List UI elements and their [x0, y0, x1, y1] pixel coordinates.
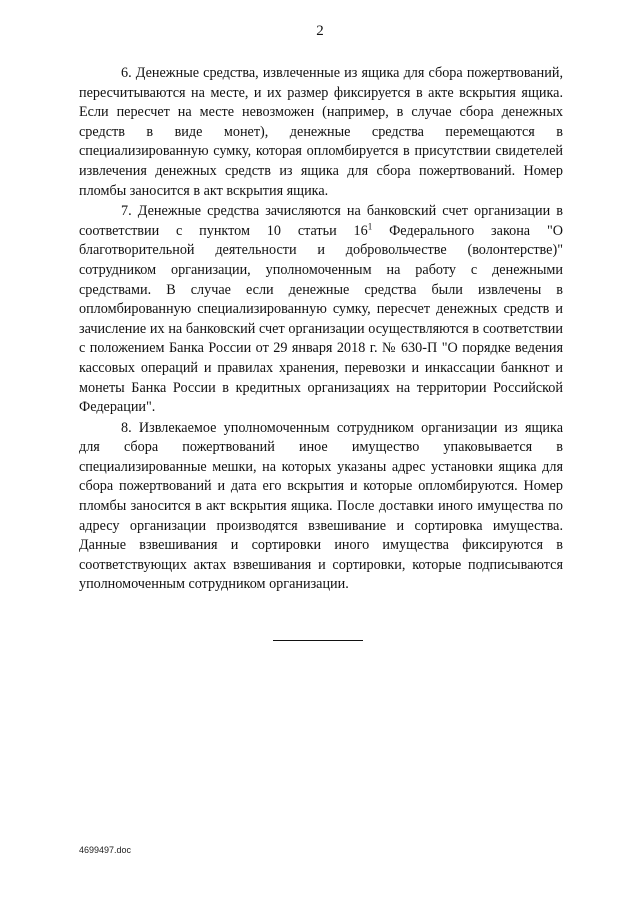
- document-file-code: 4699497.doc: [79, 845, 132, 855]
- end-of-document-line: [273, 640, 363, 641]
- document-body: [79, 64, 563, 595]
- paragraph-7: [79, 202, 563, 418]
- paragraph-7-text-end: Федерального закона "О благотворительной деятельности и добровольчестве (волонтерстве)" сотрудником организации, уполномоченным на работу с денежными средствами. В случае если денежные средства были извлечены в опломбированную специализированную сумку, пересчет денежных средств и зачисление их на банковский счет организации осуществляются в соответствии с положением Банка России от 29 января 2018 г. № 630-П "О порядке ведения кассовых операций и правилах хранения, перевозки и инкассации банкнот и монеты Банка России в кредитных организациях на территории Российской Федерации".: [79, 222, 563, 416]
- article-superscript: 1: [367, 221, 373, 232]
- paragraph-8: 8. Извлекаемое уполномоченным сотрудником организации из ящика для сбора пожертвований иное имущество упаковывается в специализированные мешки, на которых указаны адрес установки ящика для сбора пожертвований и дата его вскрытия и которые опломбируются. Номер пломбы заносится в акт вскрытия ящика. После доставки иного имущества по адресу организации производятся взвешивание и сортировка имущества. Данные взвешивания и сортировки иного имущества фиксируются в соответствующих актах взвешивания и сортировки, которые подписываются уполномоченным сотрудником организации.: [79, 419, 563, 593]
- page-number: 2: [316, 23, 324, 39]
- paragraph-7-text-start: 7. Денежные средства зачисляются на банковский счет организации в соответствии с пунктом 10 статьи 16: [79, 203, 563, 239]
- paragraph-6: 6. Денежные средства, извлеченные из ящика для сбора пожертвований, пересчитываются на месте, и их размер фиксируется в акте вскрытия ящика. Если пересчет на месте невозможен (например, в случае сбора денежных средств в виде монет), денежные средства перемещаются в специализированную сумку, которая опломбируется в присутствии свидетелей извлечения денежных средств из ящика для сбора пожертвований. Номер пломбы заносится в акт вскрытия ящика.: [79, 65, 563, 199]
